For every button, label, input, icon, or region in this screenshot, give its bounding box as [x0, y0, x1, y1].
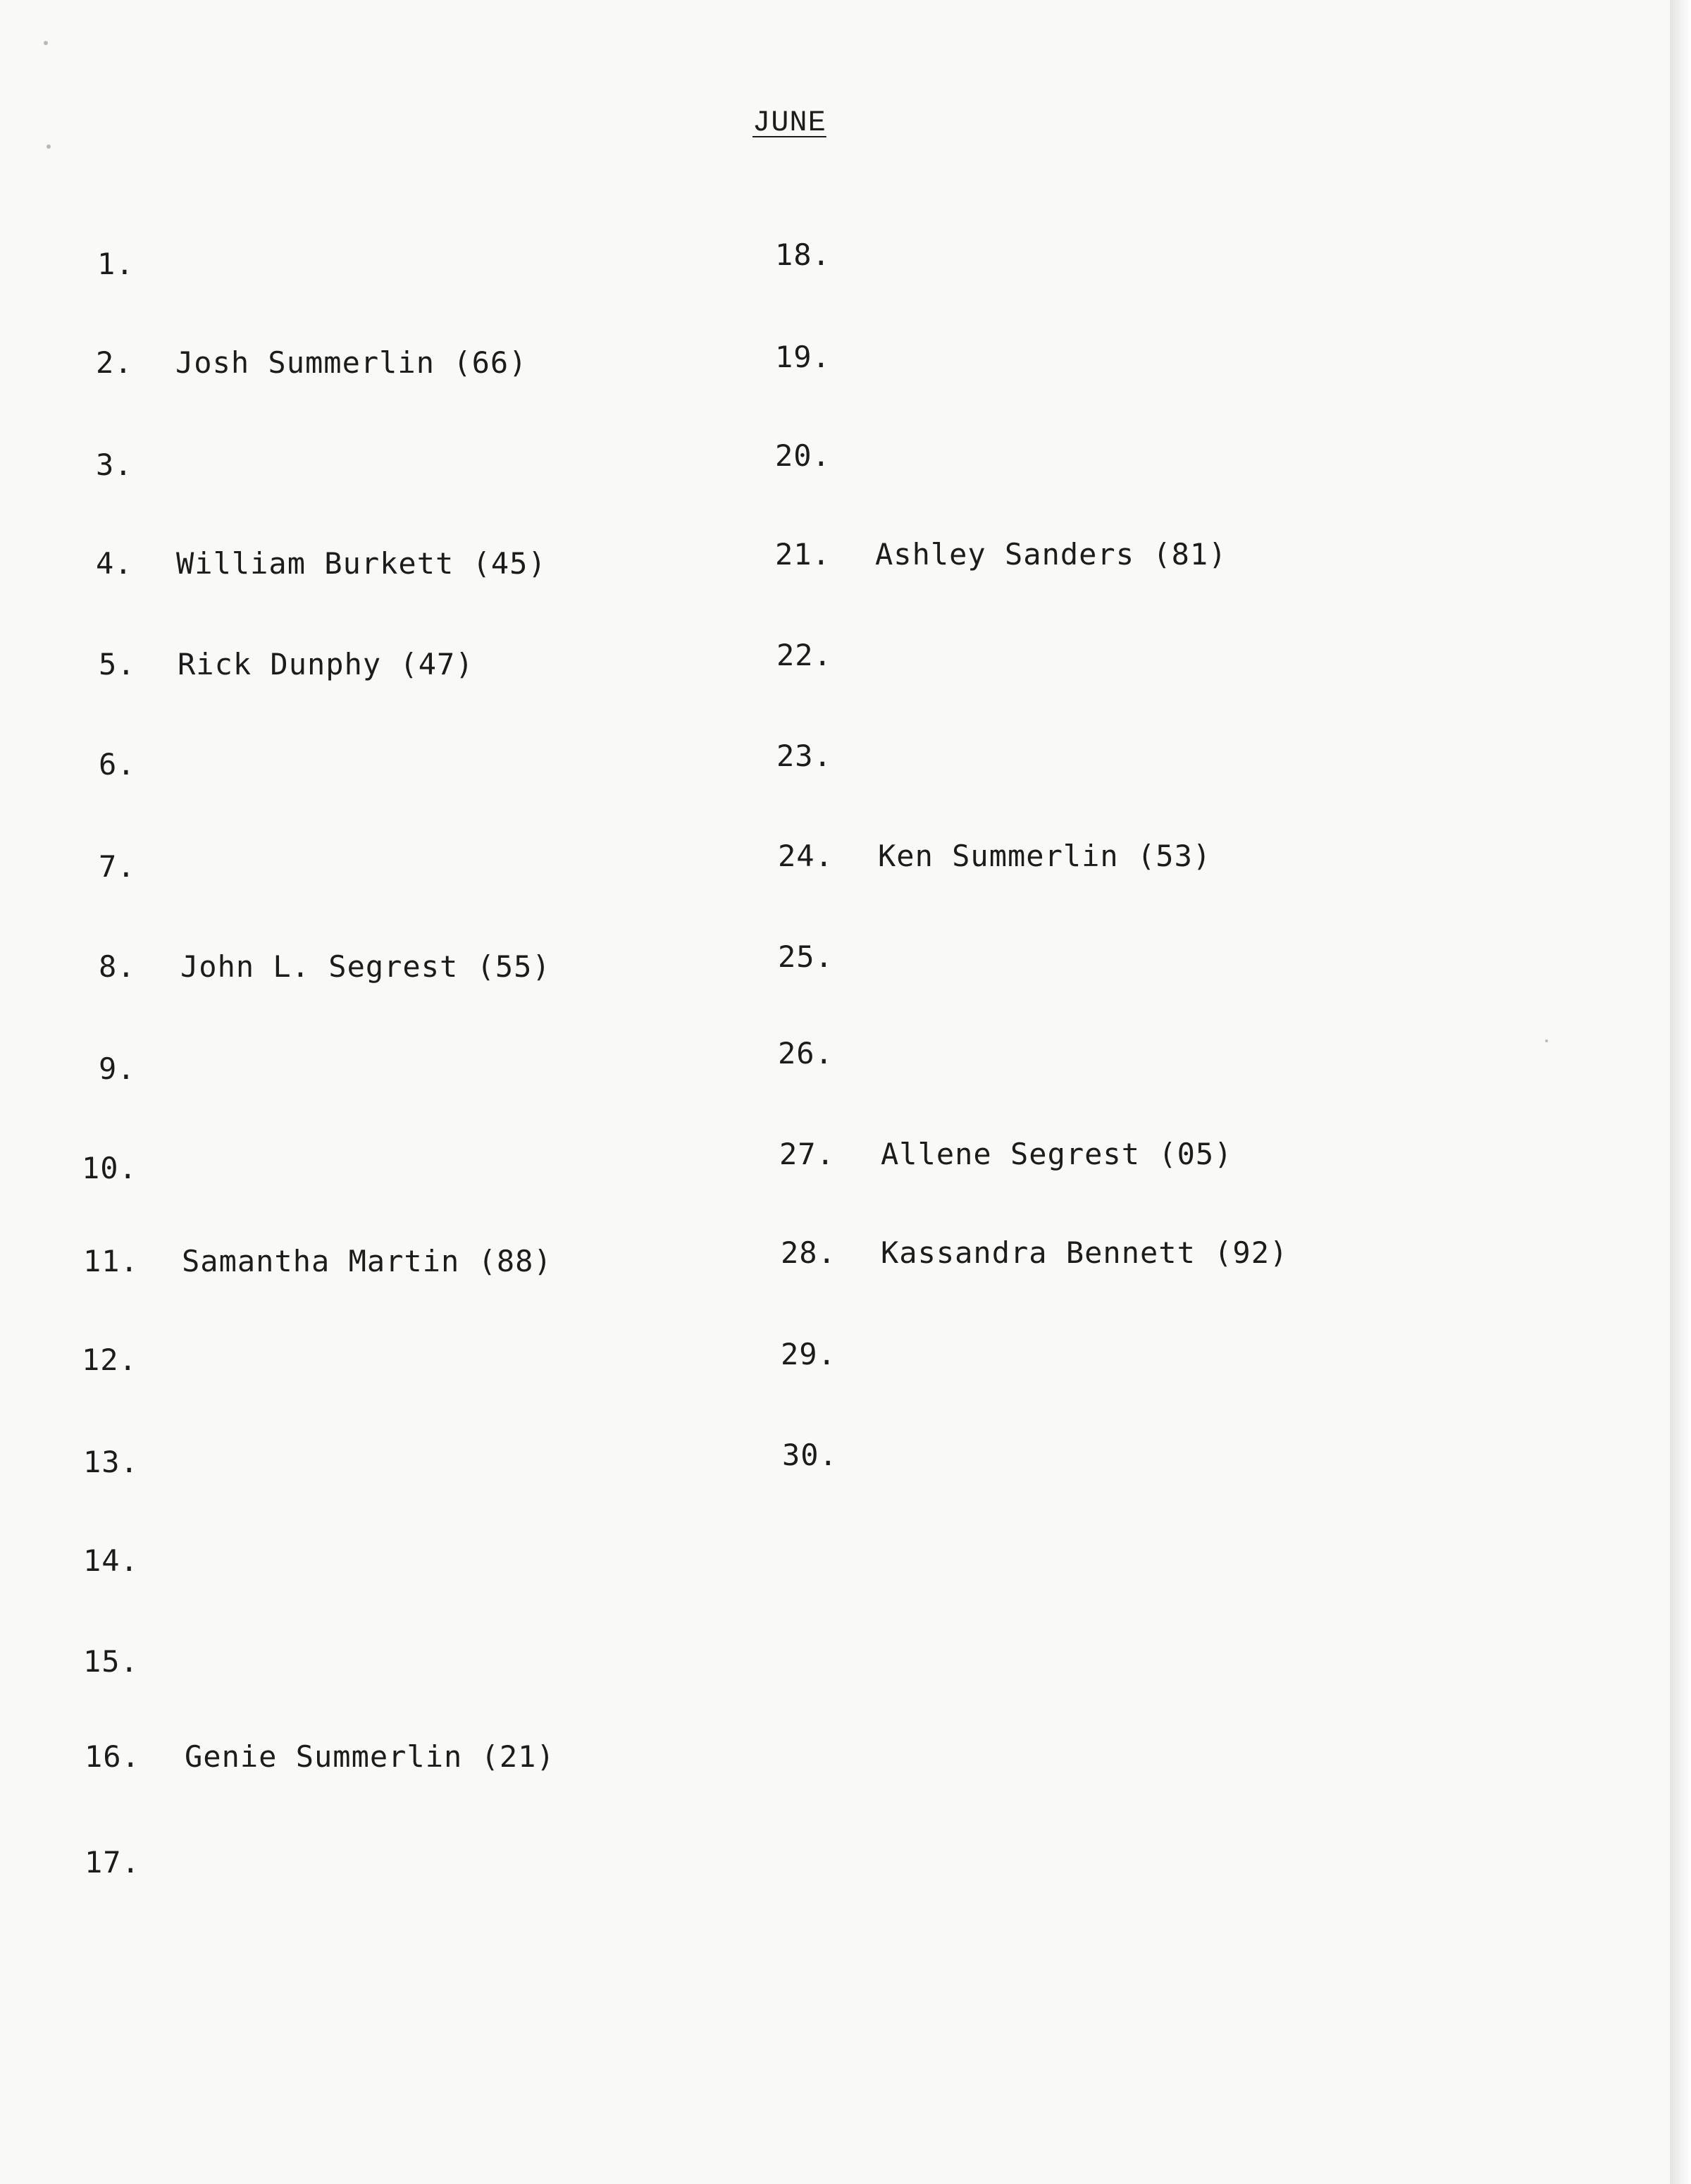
birthday-name: Josh Summerlin (66): [175, 345, 528, 380]
day-number: 16.: [85, 1739, 140, 1774]
day-number: 21.: [775, 537, 831, 572]
day-entry: [83, 1543, 139, 1579]
day-entry: [99, 949, 551, 985]
day-number: 19.: [775, 340, 831, 374]
birthday-name: John L. Segrest (55): [180, 949, 551, 984]
day-number: 12.: [82, 1343, 137, 1377]
day-number: 27.: [779, 1137, 835, 1171]
day-entry: [99, 747, 136, 782]
day-entry: [83, 1644, 139, 1679]
day-number: 15.: [83, 1644, 139, 1679]
page-title: JUNE: [752, 106, 826, 140]
day-entry: [85, 1845, 140, 1880]
day-number: 17.: [85, 1845, 140, 1880]
day-number: 29.: [781, 1337, 836, 1371]
day-number: 23.: [776, 739, 832, 773]
day-number: 18.: [775, 237, 831, 272]
day-entry: [775, 340, 831, 375]
paper-speck: [44, 41, 48, 45]
birthday-name: Genie Summerlin (21): [185, 1739, 555, 1774]
day-entry: [775, 438, 831, 474]
day-entry: [782, 1438, 838, 1473]
birthday-name: Kassandra Bennett (92): [881, 1235, 1289, 1270]
day-entry: [96, 345, 528, 381]
paper-speck: [1545, 1039, 1548, 1042]
day-number: 25.: [778, 939, 834, 974]
day-number: 28.: [781, 1235, 836, 1270]
day-entry: [96, 448, 133, 483]
day-entry: [99, 1051, 136, 1087]
day-number: 5.: [99, 647, 136, 681]
day-number: 3.: [96, 448, 133, 482]
day-entry: [96, 546, 547, 581]
day-number: 11.: [83, 1244, 139, 1278]
day-entry: [83, 1244, 552, 1279]
day-entry: [781, 1235, 1289, 1271]
day-entry: [778, 939, 834, 975]
day-number: 4.: [96, 546, 133, 581]
birthday-name: Ken Summerlin (53): [878, 839, 1212, 873]
day-number: 8.: [99, 949, 136, 984]
day-number: 6.: [99, 747, 136, 782]
paper-speck: [47, 144, 51, 149]
day-number: 14.: [83, 1543, 139, 1578]
day-number: 2.: [96, 345, 133, 380]
day-number: 24.: [778, 839, 834, 873]
day-number: 9.: [99, 1051, 136, 1086]
day-number: 20.: [775, 438, 831, 473]
day-entry: [781, 1337, 836, 1372]
birthday-name: Samantha Martin (88): [182, 1244, 552, 1278]
day-entry: [85, 1739, 555, 1775]
birthday-name: Ashley Sanders (81): [875, 537, 1227, 572]
day-number: 30.: [782, 1438, 838, 1472]
day-number: 1.: [97, 247, 135, 281]
day-entry: [82, 1343, 137, 1378]
day-entry: [776, 638, 832, 673]
day-entry: [778, 1036, 834, 1071]
birthday-name: Rick Dunphy (47): [178, 647, 474, 681]
page-edge: [1670, 0, 1691, 2184]
birthday-name: Allene Segrest (05): [881, 1137, 1233, 1171]
day-number: 10.: [82, 1151, 137, 1185]
day-entry: [82, 1151, 137, 1186]
day-entry: [776, 739, 832, 774]
day-number: 13.: [83, 1445, 139, 1479]
day-entry: [775, 537, 1227, 572]
day-entry: [778, 839, 1212, 874]
day-number: 7.: [99, 849, 136, 884]
day-number: 22.: [776, 638, 832, 672]
day-entry: [99, 647, 474, 682]
day-entry: [83, 1445, 139, 1480]
day-number: 26.: [778, 1036, 834, 1071]
day-entry: [779, 1137, 1233, 1172]
day-entry: [99, 849, 136, 884]
day-entry: [775, 237, 831, 273]
birthday-name: William Burkett (45): [176, 546, 547, 581]
day-entry: [97, 247, 135, 282]
